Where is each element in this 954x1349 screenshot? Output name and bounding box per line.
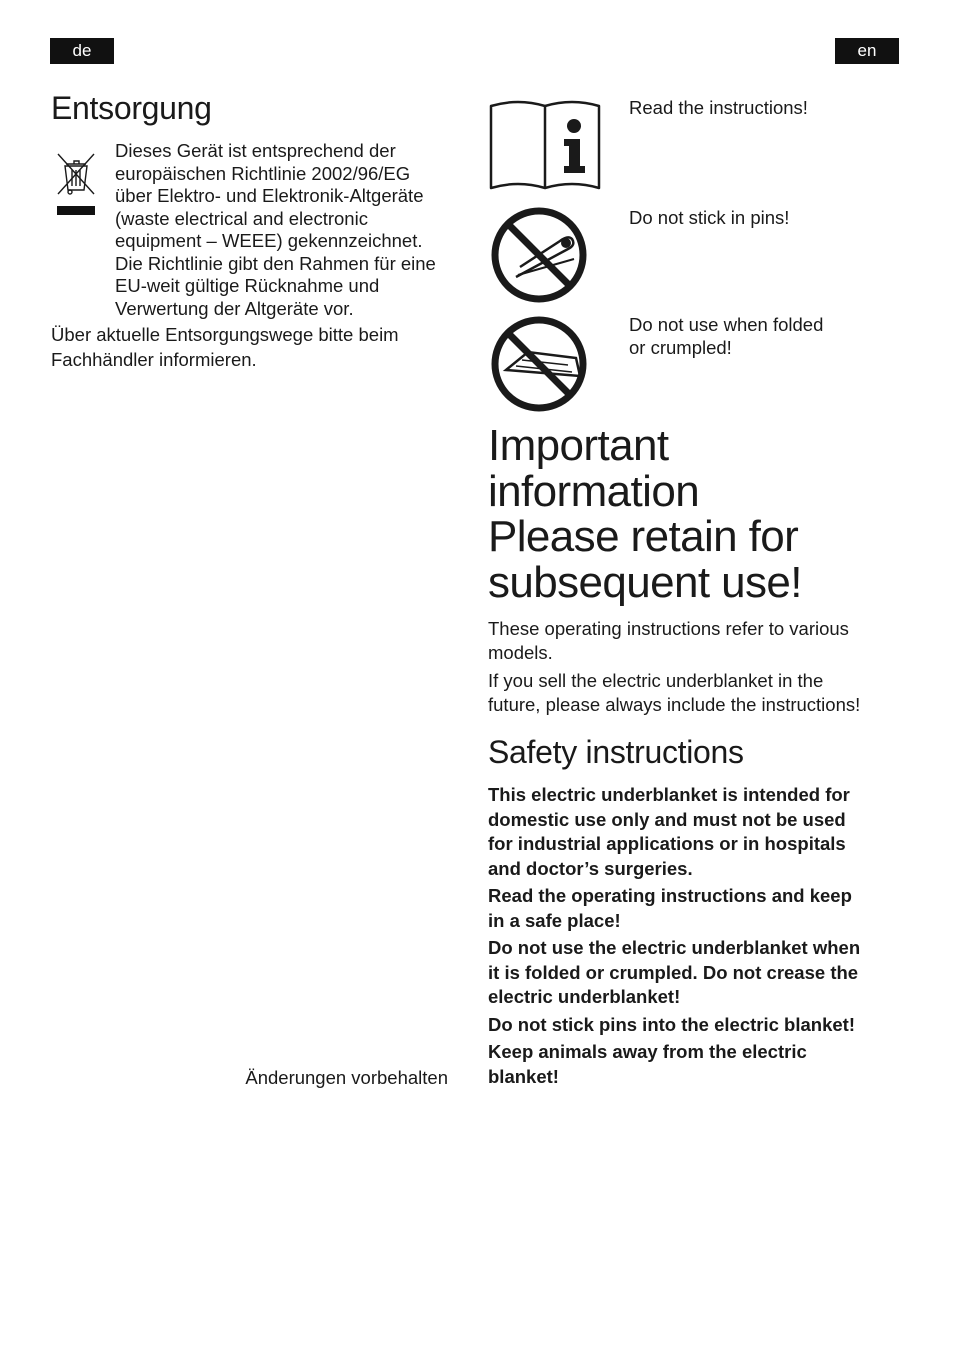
language-tab-en: en (835, 38, 899, 64)
section-heading-safety: Safety instructions (488, 734, 744, 770)
symbol-label-no-folding: Do not use when folded or crumpled! (629, 314, 824, 358)
safety-paragraph: Do not stick pins into the electric blanket! (488, 1013, 855, 1035)
changes-reserved-note: Änderungen vorbehalten (245, 1067, 448, 1088)
no-folding-icon (488, 314, 604, 414)
language-tab-de: de (50, 38, 114, 64)
safety-paragraph: Do not use the electric underblanket when it is folded or crumpled. Do not crease the electric underblanket! (488, 937, 861, 1007)
safety-paragraph: Keep animals away from the electric blanket! (488, 1041, 807, 1087)
intro-paragraph-models: These operating instructions refer to various models. (488, 618, 849, 663)
no-pins-icon (488, 205, 604, 305)
intro-paragraph-sell: If you sell the electric underblanket in the future, please always include the instructions! (488, 670, 861, 715)
safety-paragraph: Read the operating instructions and keep in a safe place! (488, 885, 852, 931)
main-title: Important information Please retain for subsequent use! (488, 421, 802, 607)
symbol-label-no-pins: Do not stick in pins! (629, 207, 790, 228)
instruction-book-icon (488, 96, 604, 192)
safety-paragraph: This electric underblanket is intended for domestic use only and must not be used for industrial applications or in hospitals and doctor’s surgeries. (488, 784, 850, 879)
crossed-out-wheelie-bin-icon (54, 150, 98, 220)
section-heading-entsorgung: Entsorgung (51, 90, 212, 126)
symbol-label-read-instructions: Read the instructions! (629, 97, 808, 118)
safety-instructions-list (488, 783, 908, 1092)
disposal-note: Über aktuelle Entsorgungswege bitte beim Fachhändler informieren. (51, 324, 399, 370)
weee-directive-text: Dieses Gerät ist entsprechend der europäischen Richtlinie 2002/96/EG über Elektro- und Elektronik-Altgeräte (waste electrical and electronic equipment – WEEE) gekennzeichnet. Die Richtlinie gibt den Rahmen für eine EU-weit gültige Rücknahme und Verwertung der Altgeräte vor. (115, 140, 436, 319)
